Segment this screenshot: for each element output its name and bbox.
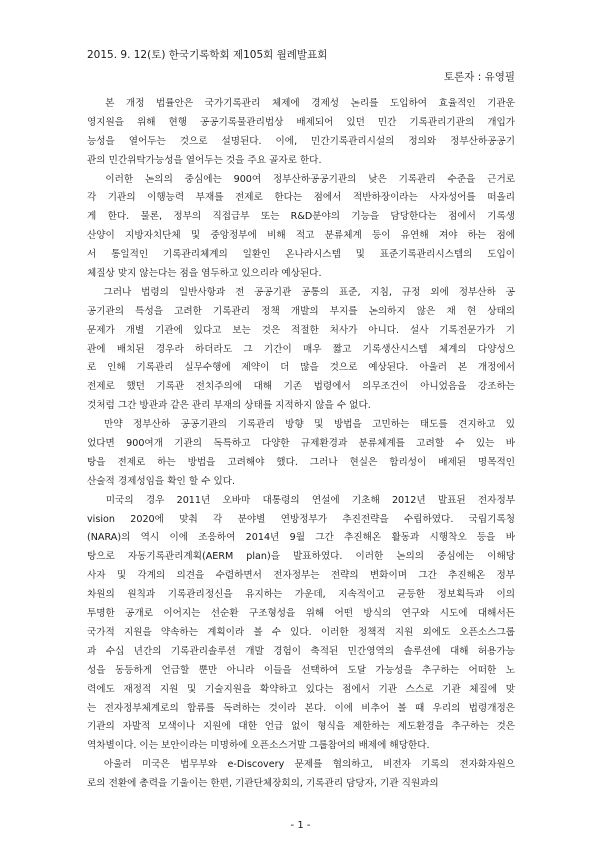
text-line: 과 수십 년간의 기록관리솔루션 개발 경험이 축적된 민간영역의 솔루션에 대해 허용가능 bbox=[87, 645, 515, 657]
text-line: 관의 민간위탁가능성을 열어두는 것을 주요 골자로 한다. bbox=[87, 154, 322, 166]
text-line: 체질상 맞지 않는다는 점을 염두하고 있으리라 예상된다. bbox=[87, 268, 322, 280]
text-line: 탕으로 자동기록관리계획(AERM plan)을 발표하였다. 이러한 논의의 중심에는 이해당 bbox=[87, 551, 515, 563]
text-line: 역차별이다. 이는 보안이라는 미명하에 오픈소스거발 그룹참여의 배제에 해당한다. bbox=[87, 740, 430, 752]
text-line: 영지원을 위해 현행 공공기록물관리법상 배제되어 있던 민간 기록관리기관의 개입가 bbox=[87, 116, 515, 128]
text-line: 국가적 지원을 약속하는 계획이라 볼 수 있다. 이러한 정책적 지원 외에도 오픈소스그룹 bbox=[87, 626, 515, 638]
document-body bbox=[87, 95, 515, 794]
paragraph bbox=[87, 756, 515, 794]
text-line: 산술적 경제성임을 확인 할 수 있다. bbox=[87, 475, 236, 487]
text-line: 본 개정 법률안은 국가기록관리 체제에 경제성 논리를 도입하여 효율적인 기관운 bbox=[87, 98, 515, 109]
paragraph bbox=[87, 284, 515, 416]
text-line: 서 통일적인 기록관리체계의 일환인 온나라시스템 및 표준기록관리시스템의 도입이 bbox=[87, 249, 515, 261]
text-line: 었다면 900여개 기관의 독특하고 다양한 규제환경과 분류체계를 고려할 수 있는 바 bbox=[87, 438, 515, 450]
text-line: 투명한 공개로 이어지는 선순환 구조형성을 위해 어떤 방식의 연구와 시도에 대해서든 bbox=[87, 608, 515, 620]
text-line: 아울러 미국은 법무부와 e-Discovery 문제를 협의하고, 비전자 기록의 전자화자원으 bbox=[87, 759, 515, 771]
text-line: 사자 및 각계의 의견을 수렴하면서 전자정부는 전략의 변화이며 그간 추진해온 정부 bbox=[87, 570, 515, 582]
page-number: - 1 - bbox=[290, 820, 311, 831]
text-line: 능성을 열어두는 것으로 설명된다. 이에, 민간기록관리시설의 정의와 정부산하공공기 bbox=[87, 135, 515, 147]
text-line: 전제로 했던 기록관 전치주의에 대해 기존 법령에서 의무조건이 아니었음을 강조하는 bbox=[87, 381, 515, 393]
text-line: 공기관의 특성을 고려한 기록관리 정책 개발의 부지를 논의하지 않은 채 현 상태의 bbox=[87, 305, 515, 317]
text-line: 이러한 논의의 중심에는 900여 정부산하공공기관의 낮은 기록관리 수준을 근거로 bbox=[87, 173, 515, 185]
paragraph bbox=[87, 492, 515, 756]
speaker-label: 토론자 : 유영필 bbox=[443, 71, 515, 83]
text-line: 것처럼 그간 방관과 같은 관리 부재의 상태를 지적하지 않을 수 없다. bbox=[87, 400, 371, 412]
text-line: 문제가 개별 기관에 있다고 보는 것은 적절한 처사가 아니다. 설사 기록전문가가 기 bbox=[87, 324, 515, 336]
event-header: 2015. 9. 12(토) 한국기록학회 제105회 월례발표회 bbox=[87, 49, 328, 61]
text-line: 차원의 원칙과 기록관리정신을 유지하는 가운데, 지속적이고 균등한 정보획득과 이의 bbox=[87, 589, 515, 601]
text-line: 로 인해 기록관리 실무수행에 제약이 더 많을 것으로 예상된다. 아울러 본 개정에서 bbox=[87, 362, 515, 374]
text-line: 기관의 자발적 모색이나 지원에 대한 언급 없이 형식을 제한하는 제도환경을 추구하는 것은 bbox=[87, 721, 515, 733]
text-line: 성을 동등하게 언급할 뿐만 아니라 이들을 선택하여 도달 가능성을 추구하는 어떠한 노 bbox=[87, 664, 515, 676]
text-line: 게 한다. 물론, 정부의 직접급부 또는 R&D분야의 기능을 담당한다는 점에서 기록생 bbox=[87, 211, 515, 223]
text-line: 력에도 재정적 지원 및 기술지원을 확약하고 있다는 점에서 기관 스스로 기관 체질에 맞 bbox=[87, 683, 515, 695]
text-line: 산양이 지방자치단체 및 중앙정부에 비해 적고 분류체계 등이 유연해 져야 하는 점에 bbox=[87, 230, 515, 242]
paragraph bbox=[87, 95, 515, 171]
paragraph bbox=[87, 416, 515, 492]
text-line: 관에 배치된 경우라 하더라도 그 기간이 매우 짧고 기록생산시스템 체계의 다양성으 bbox=[87, 343, 515, 355]
text-line: (NARA)의 역시 이에 조응하여 2014년 9월 그간 추진해온 활동과 시행착오 등을 바 bbox=[87, 532, 515, 544]
text-line: 탕을 전제로 하는 방법을 고려해야 했다. 그러나 현실은 합리성이 배제된 명목적인 bbox=[87, 456, 515, 468]
text-line: 만약 정부산하 공공기관의 기록관리 방향 및 방법을 고민하는 태도를 견지하고 있 bbox=[87, 419, 515, 431]
text-line: 각 기관의 이행능력 부재를 전제로 한다는 점에서 적반하장이라는 사자성어를 떠올리 bbox=[87, 192, 515, 204]
text-line: vision 2020에 맞춰 각 분야별 연방정부가 추진전략을 수립하였다. 국립기록청 bbox=[87, 513, 515, 525]
text-line: 미국의 경우 2011년 오바마 대통령의 연설에 기초해 2012년 발표된 전자정부 bbox=[87, 494, 515, 506]
text-line: 는 전자정부체계로의 합류를 독려하는 것이라 본다. 이에 비추어 볼 때 우리의 법령개정은 bbox=[87, 702, 515, 714]
text-line: 로의 전환에 총력을 기울이는 한편, 기관단체장회의, 기록관리 담당자, 기관 직원과의 bbox=[87, 778, 439, 790]
text-line: 그러나 법령의 일반사항과 전 공공기관 공통의 표준, 지침, 규정 외에 정부산하 공 bbox=[87, 286, 515, 298]
paragraph bbox=[87, 171, 515, 284]
